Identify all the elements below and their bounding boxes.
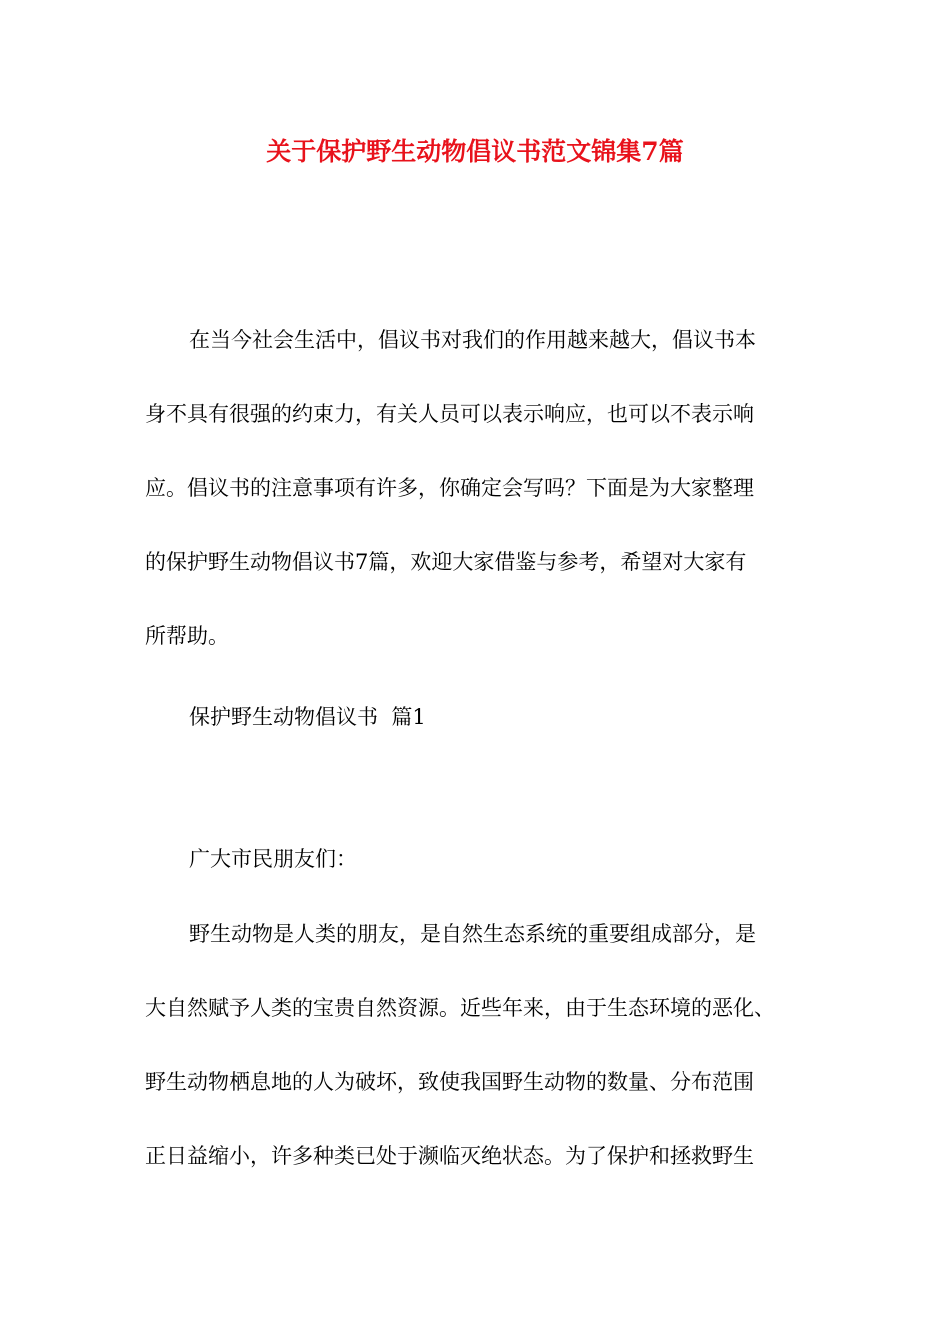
intro-line: 身不具有很强的约束力，有关人员可以表示响应，也可以不表示响 [145,402,754,426]
paragraph-line: 野生动物是人类的朋友，是自然生态系统的重要组成部分，是 [189,922,756,946]
intro-line: 的保护野生动物倡议书7篇，欢迎大家借鉴与参考，希望对大家有 [145,550,747,574]
salutation [145,822,825,896]
paragraph-line: 大自然赋予人类的宝贵自然资源。近些年来，由于生态环境的恶化、 [145,996,775,1020]
section-heading [145,680,825,754]
intro-line: 应。倡议书的注意事项有许多，你确定会写吗？下面是为大家整理 [145,476,754,500]
paragraph-line: 正日益缩小，许多种类已处于濒临灭绝状态。为了保护和拯救野生 [145,1144,754,1168]
intro-line: 所帮助。 [145,624,229,648]
paragraph-line: 野生动物栖息地的人为破坏，致使我国野生动物的数量、分布范围 [145,1070,754,1094]
intro-paragraph [145,303,825,673]
salutation-text: 广大市民朋友们： [189,847,357,871]
document-title: 关于保护野生动物倡议书范文锦集7篇 [266,137,684,166]
intro-line: 在当今社会生活中，倡议书对我们的作用越来越大，倡议书本 [189,328,756,352]
section-heading-text: 保护野生动物倡议书 篇1 [189,705,426,729]
body-paragraph [145,897,825,1193]
